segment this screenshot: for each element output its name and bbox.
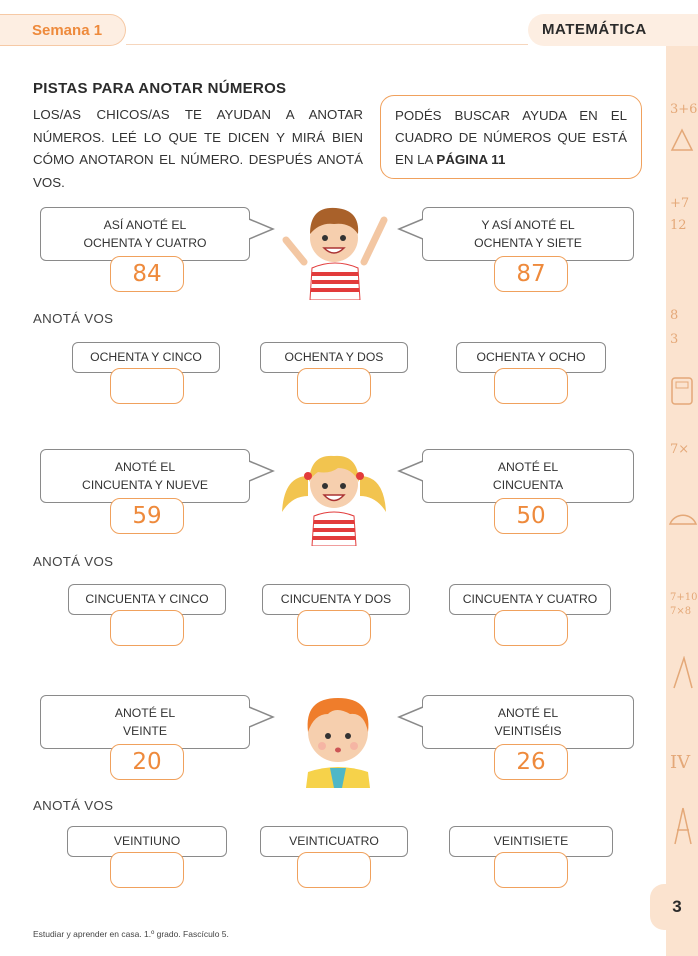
- exercise-label: VEINTIUNO: [67, 826, 227, 857]
- answer-box[interactable]: [494, 610, 568, 646]
- bubble-line1: ANOTÉ EL: [114, 460, 176, 474]
- bubble-line2: VEINTE: [122, 724, 168, 738]
- help-box: [380, 95, 642, 179]
- page-number: 3: [650, 884, 698, 930]
- answer-box[interactable]: [494, 368, 568, 404]
- help-text: PODÉS BUSCAR AYUDA EN EL CUADRO DE NÚMEROS QUE ESTÁ EN LA: [395, 108, 627, 167]
- exercise-label: VEINTISIETE: [449, 826, 613, 857]
- bubble-line2: OCHENTA Y CUATRO: [83, 236, 207, 250]
- activity-title: PISTAS PARA ANOTAR NÚMEROS: [33, 80, 287, 97]
- footer-text: Estudiar y aprender en casa. 1.º grado. Fascículo 5.: [33, 929, 229, 939]
- help-page-ref: PÁGINA 11: [436, 152, 506, 167]
- bubble-line2: OCHENTA Y SIETE: [474, 236, 582, 250]
- bubble-line1: ANOTÉ EL: [497, 706, 559, 720]
- anota-vos-label: ANOTÁ VOS: [33, 798, 114, 813]
- speech-bubble-right-2: [422, 449, 634, 503]
- answer-box[interactable]: [110, 368, 184, 404]
- exercise-label: CINCUENTA Y DOS: [262, 584, 410, 615]
- bubble-line1: Y ASÍ ANOTÉ EL: [481, 218, 575, 232]
- anota-vos-label: ANOTÁ VOS: [33, 311, 114, 326]
- anota-vos-label: ANOTÁ VOS: [33, 554, 114, 569]
- answer-box[interactable]: [110, 852, 184, 888]
- speech-bubble-right-1: [422, 207, 634, 261]
- example-number: 84: [110, 256, 184, 292]
- answer-box[interactable]: [297, 852, 371, 888]
- week-tab: Semana 1: [0, 14, 126, 46]
- bubble-line1: ANOTÉ EL: [497, 460, 559, 474]
- example-number: 59: [110, 498, 184, 534]
- bubble-line1: ASÍ ANOTÉ EL: [103, 218, 187, 232]
- boy-brown-hair-icon: [280, 200, 390, 305]
- speech-bubble-right-3: [422, 695, 634, 749]
- math-doodles-strip: 3+6 +7 12 8 3 7× 7+10 7×8 IV: [666, 46, 698, 956]
- exercise-label: CINCUENTA Y CUATRO: [449, 584, 611, 615]
- example-number: 20: [110, 744, 184, 780]
- example-number: 26: [494, 744, 568, 780]
- answer-box[interactable]: [110, 610, 184, 646]
- speech-bubble-left-1: [40, 207, 250, 261]
- example-number: 87: [494, 256, 568, 292]
- example-number: 50: [494, 498, 568, 534]
- bubble-line2: VEINTISÉIS: [494, 724, 562, 738]
- answer-box[interactable]: [297, 610, 371, 646]
- girl-blonde-pigtails-icon: [278, 446, 390, 551]
- bubble-line1: ANOTÉ EL: [114, 706, 176, 720]
- header-divider: [126, 44, 528, 45]
- exercise-label: OCHENTA Y OCHO: [456, 342, 606, 373]
- answer-box[interactable]: [297, 368, 371, 404]
- answer-box[interactable]: [494, 852, 568, 888]
- bubble-line2: CINCUENTA: [492, 478, 564, 492]
- instructions-text: LOS/AS CHICOS/AS TE AYUDAN A ANOTAR NÚMEROS. LEÉ LO QUE TE DICEN Y MIRÁ BIEN CÓMO ANOTARON EL NÚMERO. DESPUÉS ANOTÁ VOS.: [33, 107, 363, 190]
- exercise-label: OCHENTA Y CINCO: [72, 342, 220, 373]
- exercise-label: CINCUENTA Y CINCO: [68, 584, 226, 615]
- speech-bubble-left-2: [40, 449, 250, 503]
- speech-bubble-left-3: [40, 695, 250, 749]
- exercise-label: OCHENTA Y DOS: [260, 342, 408, 373]
- subject-tab: MATEMÁTICA: [528, 14, 698, 46]
- bubble-line2: CINCUENTA Y NUEVE: [82, 478, 208, 492]
- exercise-label: VEINTICUATRO: [260, 826, 408, 857]
- boy-red-hair-icon: [292, 688, 384, 793]
